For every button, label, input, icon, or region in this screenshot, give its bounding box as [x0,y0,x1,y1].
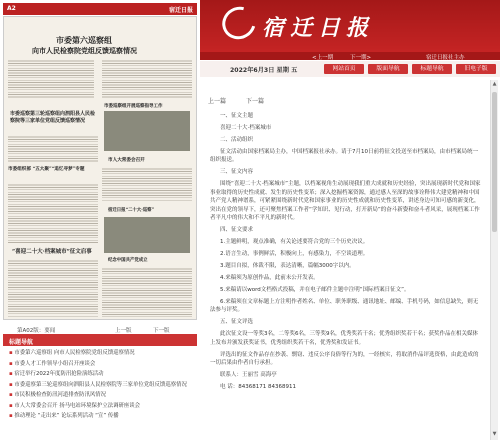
publisher-label: 宿迁日报社主办 [426,55,465,61]
page-headline-7[interactable]: 宿迁日报“二十大·巡察” [108,208,155,213]
page-headline-5[interactable]: 市委组织部 “五大聚”“追忆寻梦”专题 [8,167,85,172]
prev-page-link[interactable]: 上一版 [115,328,132,334]
title-navigation-heading: 标题导航 [3,334,197,346]
next-issue-link[interactable]: 下一期> [350,55,372,61]
vertical-scrollbar[interactable] [490,80,498,440]
article-paragraph: 四、征文要求 [220,227,254,234]
current-page-label: 第A02版：要闻 [17,328,56,334]
edition-paper-name: 宿迁日报 [168,7,193,14]
title-list-item[interactable]: ▪ 市委巡察第三轮巡察组向泗阳县人民检察院等三家单位党组反馈巡察情况 [9,380,191,391]
article-paragraph: 1.主题鲜明，观点准确，有关论述要符合党的三个历史决议。 [220,239,369,246]
article-paragraph: 2.语言生动，事例鲜活，积极向上，有感染力，不空谈道理。 [220,251,369,258]
issue-bar [200,52,500,60]
title-nav-button[interactable]: 标题导航 [412,64,452,74]
old-edition-button[interactable]: 旧电子版 [456,64,496,74]
prev-issue-link[interactable]: <上一期 [312,55,334,61]
left-pane [0,0,200,440]
article-navigation [208,96,282,105]
prev-article-link[interactable]: 上一篇 [208,98,227,105]
edition-label: A2 [7,5,16,12]
article-paragraph: 3.题目自拟，体裁不限，表达清晰，篇幅3000字以内。 [220,263,355,270]
article-paragraph: 五、征文评选 [220,319,254,326]
article-paragraph: 一、征文主题 [220,113,254,119]
scroll-up-icon[interactable]: ▲ [492,81,497,87]
article-paragraph: 联系人：王丽雪 高海亭 [220,372,277,379]
article-paragraph: 征文活动由国家档案局主办，中国档案报社承办。请于7月10日前将征文投送至市档案局，由市档案局统一组织报送。 [210,149,479,164]
article-body [210,112,482,395]
next-page-link[interactable]: 下一版 [153,328,170,334]
page-headline-9[interactable]: 纪念中国共产党成立 [108,258,148,263]
page-photo [104,217,190,253]
page-text-block [8,59,94,99]
article-paragraph: 5.来稿请以word文档格式投稿，并在电子邮件主题中注明“国际档案日征文”。 [220,287,410,294]
next-article-link[interactable]: 下一篇 [245,98,264,105]
title-list-item[interactable]: ▪ 宿迁举行2022年度防汛抢险演练活动 [9,369,191,380]
edition-header [3,3,197,15]
article-paragraph: 评选出的征文作品存在抄袭、剽窃、违反公序良俗等行为的，一经核实，将取消作品评选资格，由此造成的一切后果由作者自行承担。 [210,351,479,367]
article-paragraph: 二、活动组织 [220,137,254,143]
article-paragraph: 三、征文内容 [220,169,254,176]
article-paragraph: 4.来稿须为原创作品，此前未公开发表。 [220,275,319,282]
page-headline-8[interactable]: 市人大常委会召开 [108,158,145,163]
scroll-down-icon[interactable]: ▼ [492,431,497,437]
page-photo [104,111,190,151]
issue-date: 2022年6月3日 星期 五 [230,67,298,74]
title-list-item[interactable]: ▪ 推动理论 “走出来” 论坛系列活动 “宣” 传播 [9,411,191,422]
right-pane [200,0,500,440]
page-headline-6[interactable]: “喜迎二十大·档案城市”征文启事 [12,249,92,255]
page-headline-2[interactable]: 向市人民检察院党组反馈巡察情况 [32,46,137,55]
page-text-block [102,167,192,201]
scrollbar-thumb[interactable] [492,92,497,232]
page-text-block [8,259,98,317]
title-navigation-panel [3,334,197,440]
page-headline-4[interactable]: 市委巡察第三轮巡察组向泗阳县人民检察院等三家单位党组反馈巡察情况 [10,111,96,124]
article-paragraph: 喜迎二十大·档案城市 [220,125,272,131]
article-paragraph: 6.来稿须在文章标题上方注明作者姓名、单位、职务职级、通讯地址、邮编、手机号码，如信息缺失，则无法参与评奖。 [210,299,479,314]
home-button[interactable]: 网站首页 [324,64,364,74]
page-text-block [8,135,98,163]
title-list-item[interactable]: ▪ 市委第六巡察组 向市人民检察院党组反馈巡察情况 [9,348,191,359]
newspaper-name: 宿迁日报 [262,15,375,41]
page-text-block [102,267,192,317]
title-list-item[interactable]: ▪ 市委人才工作领导小组召开座谈会 [9,359,191,370]
newspaper-page-thumbnail[interactable] [3,16,197,320]
page-headline-3[interactable]: 市委巡察组开展巡察指导工作 [104,104,163,109]
page-text-block [102,59,192,99]
masthead [200,0,500,52]
title-list-item[interactable]: ▪ 市人大常委会召开 扬马电站环境保护立法调研座谈会 [9,401,191,412]
swoosh-logo-icon [216,1,261,46]
article-paragraph: 此次征文设一等奖3名，二等奖6名，三等奖9名，优秀奖若干名；优秀组织奖若干名；获奖作品在相关媒体上发布并颁发获奖证书，优秀组织奖若干名，优秀奖和发证书。 [210,331,479,346]
date-row [200,61,500,77]
title-list-item[interactable]: ▪ 市民积极检查防汛河道排查防汛风情况 [9,390,191,401]
newspaper-logo[interactable] [222,7,452,41]
article-paragraph: 电 话：84368171 84368911 [220,384,296,391]
page-headline-1[interactable]: 市委第六巡察组 [56,35,112,45]
article-content [200,80,488,440]
page-text-block [8,183,98,243]
page-nav-button[interactable]: 版面导航 [368,64,408,74]
title-list [3,346,197,424]
article-paragraph: 围绕“喜迎二十大·档案城市”主题，以档案视角生动展现我们重大成就和历史经验，突出展现新时代党和国家事业取得的历史性成就、发生的历史性变革；深入挖掘档案资源，通过感人至深的故事诠释伟大建党精神和中国共产党人精神谱系，可紧紧围绕新时代党和国家事业的历史性成就和历史性变革，讲述身边可知可感的新变化，突出在党的领导下，还可聚焦档案工作者“学知识、见行动，打开新局”的奋斗新姿和奋斗者风采，展现档案工作者平凡中的伟大和不平凡的新时代。 [210,181,481,222]
